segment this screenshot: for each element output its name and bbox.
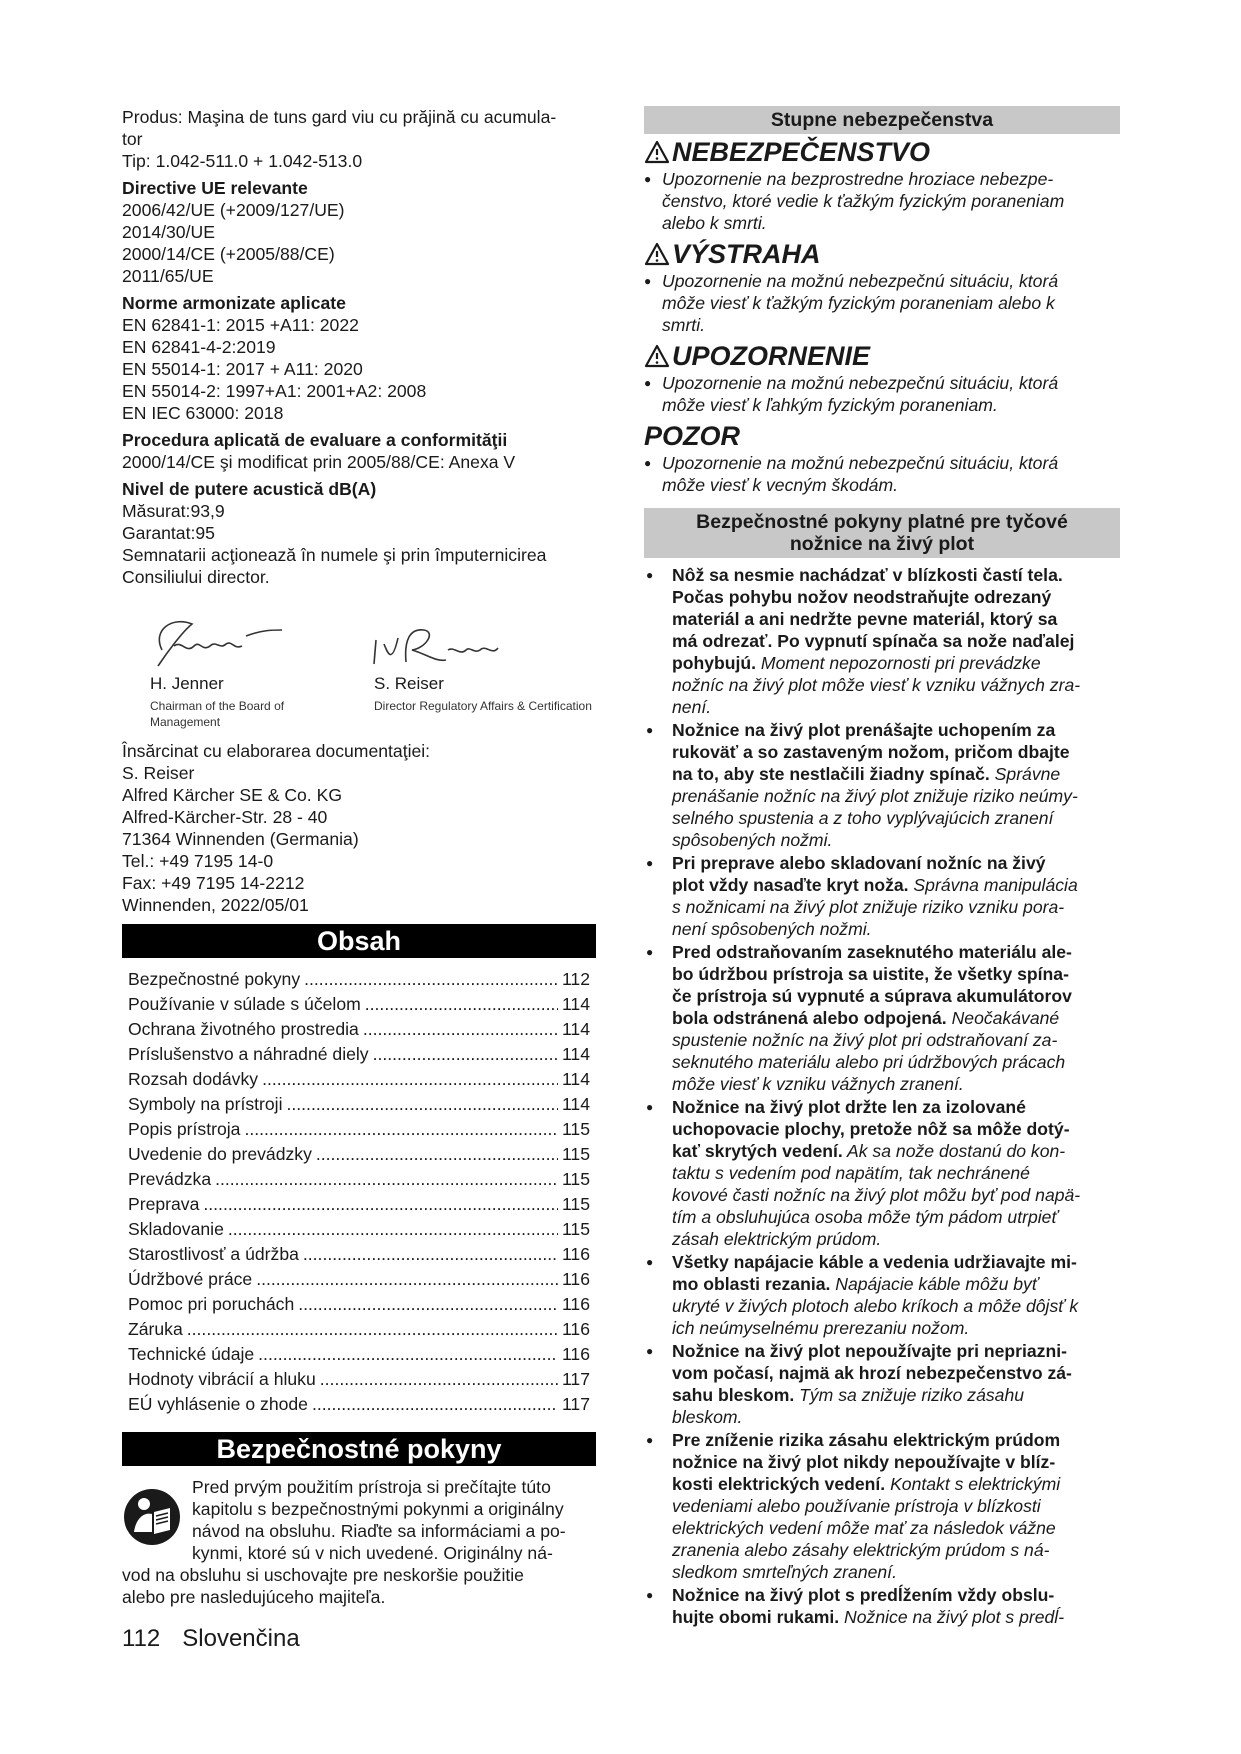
norm-item: EN IEC 63000: 2018 [122,403,284,423]
toc-leader [373,1043,558,1065]
signer-role: Director Regulatory Affairs & Certification [374,699,592,713]
toc-title: Záruka [128,1319,183,1339]
hazard-line: môže viesť k vecným škodám. [662,475,898,495]
toc-leader [316,1143,558,1165]
toc-title: Popis prístroja [128,1119,241,1139]
toc-entry[interactable] [122,1043,596,1068]
signature-reiser-scribble [346,610,546,672]
toc-leader [262,1068,558,1090]
page-number: 112 [122,1625,161,1652]
hedge-safety-heading [644,508,1120,558]
bullet-italic-line: elektrických vedení môže mať za následok vážne [672,1518,1056,1538]
toc-title: Starostlivosť a údržba [128,1244,299,1264]
toc-entry[interactable] [122,1343,596,1368]
left-column [122,106,596,1608]
toc-entry[interactable] [122,1293,596,1318]
toc-page: 116 [561,1294,590,1314]
toc-leader [215,1168,558,1190]
norms-heading: Norme armonizate aplicate [122,293,346,313]
bullet-italic-text: Tým sa znižuje riziko zásahu [794,1385,1025,1405]
bullet-bold-line: Nôž sa nesmie nachádzať v blízkosti častí tela. [672,565,1063,585]
procedure-heading: Procedura aplicată de evaluare a conformităţii [122,430,508,450]
toc-leader [298,1293,558,1315]
intro-line: Pred prvým použitím prístroja si prečítajte túto [192,1477,551,1497]
norm-item: EN 55014-2: 1997+A1: 2001+A2: 2008 [122,381,427,401]
safety-bullet [644,719,1120,851]
right-column [644,106,1120,1629]
bullet-dot: ● [646,1588,654,1602]
hazard-line: môže viesť k ľahkým fyzickým poraneniam. [662,395,998,415]
bullet-italic-line: bleskom. [672,1407,743,1427]
toc-title: Skladovanie [128,1219,224,1239]
bullet-dot: ● [646,1433,654,1447]
hedge-heading-line: Bezpečnostné pokyny platné pre tyčové [696,511,1068,533]
hazard-level [644,420,1120,496]
toc-title: Príslušenstvo a náhradné diely [128,1044,369,1064]
hazard-level [644,136,1120,234]
bullet-bold-line: bo údržbou prístroja sa uistite, že všetky spína- [672,964,1069,984]
bullet-bold-text: kať skrytých vedení. [672,1141,843,1161]
toc-leader [304,968,558,990]
hazard-line: ● Upozornenie na možnú nebezpečnú situáciu, ktorá [662,373,1059,393]
toc-title: Hodnoty vibrácií a hluku [128,1369,316,1389]
safety-bullet [644,1096,1120,1250]
bullet-dot: ● [646,856,654,870]
bullet-italic-line: ich neúmyselnému prerezaniu nožom. [672,1318,970,1338]
bullet-italic-line: sledkom smrteľných zranení. [672,1562,897,1582]
procedure-text: 2000/14/CE şi modificat prin 2005/88/CE: Anexa V [122,452,516,472]
doc-line: S. Reiser [122,763,195,783]
bullet-italic-line: není. [672,697,712,717]
toc-page: 115 [561,1169,590,1189]
safety-bullet [644,1584,1120,1628]
product-line-cont: tor [122,129,143,149]
bullet-bold-line: vom počasí, najmä ak hrozí nebezpečenstvo zá- [672,1363,1072,1383]
toc-page: 117 [561,1369,590,1389]
bullet-bold-line: Nožnice na živý plot nepoužívajte pri nepriazni- [672,1341,1067,1361]
intro-line: návod na obsluhu. Riaďte sa informáciami a po- [192,1521,566,1541]
sound-guaranteed: Garantat:95 [122,523,215,543]
bullet-italic-line: kovové časti nožníc na živý plot môžu byť pod napä- [672,1185,1081,1205]
bullet-italic-text: Správne [989,764,1061,784]
bullet-bold-line: Pred odstraňovaním zaseknutého materiálu ale- [672,942,1072,962]
directive-item: 2014/30/UE [122,222,215,242]
toc-entry[interactable] [122,1193,596,1218]
signature-reiser [346,610,596,714]
bullet-italic-line: není spôsobených nožmi. [672,919,872,939]
hazard-title [644,420,1120,452]
bullet-italic-line: spustenie nožníc na živý plot pri odstraňovaní za- [672,1030,1058,1050]
toc-leader [187,1318,558,1340]
doc-line: Însărcinat cu elaborarea documentaţiei: [122,741,431,761]
hazard-description [644,168,1120,234]
toc-title: EÚ vyhlásenie o zhode [128,1394,308,1414]
bullet-italic-line: s nožnicami na živý plot znižuje riziko vzniku pora- [672,897,1065,917]
doc-line: Alfred-Kärcher-Str. 28 - 40 [122,807,328,827]
bullet-bold-line: materiál a ani nedržte pevne materiál, ktorý sa [672,609,1058,629]
hazard-level [644,340,1120,416]
bullet-italic-text: Neočakávané [946,1008,1060,1028]
page-footer [122,1624,300,1654]
hazard-title-text: POZOR [644,421,741,451]
hazard-title [644,136,1120,168]
directive-item: 2000/14/CE (+2005/88/CE) [122,244,335,264]
bullet-dot: ● [646,568,654,582]
toc-leader [312,1393,558,1415]
bullet-italic-line: selného spustenia a z toho vyplývajúcich zranení [672,808,1054,828]
toc-title: Technické údaje [128,1344,255,1364]
doc-line: Tel.: +49 7195 14-0 [122,851,274,871]
bullet-bold-line: če prístroja sú vypnuté a súprava akumulátorov [672,986,1072,1006]
toc-leader [228,1218,558,1240]
hazard-title [644,340,1120,372]
bullet-dot: ● [646,1255,654,1269]
bullet-italic-line: vedeniami alebo používanie prístroja v blízkosti [672,1496,1041,1516]
toc-title: Používanie v súlade s účelom [128,994,361,1014]
signer-name: S. Reiser [374,674,444,693]
hazard-description [644,452,1120,496]
warning-triangle-icon [644,344,670,368]
toc-page: 114 [561,994,590,1014]
intro-line: alebo pre nasledujúceho majiteľa. [122,1587,386,1607]
directives-heading: Directive UE relevante [122,178,308,198]
bullet-bold-line: Počas pohybu nožov neodstraňujte odrezaný [672,587,1052,607]
language-label: Slovenčina [182,1625,300,1652]
toc-page: 114 [561,1094,590,1114]
toc-page: 114 [561,1044,590,1064]
toc-entry[interactable] [122,968,596,993]
hazard-description [644,270,1120,336]
bullet-italic-text: Moment nepozornosti pri prevádzke [756,653,1041,673]
toc-leader [256,1268,558,1290]
toc-title: Symboly na prístroji [128,1094,283,1114]
bullet-italic-line: seknutého materiálu alebo pri údržbových prácach [672,1052,1066,1072]
warning-triangle-icon [644,140,670,164]
toc-entry[interactable] [122,1268,596,1293]
toc-title: Bezpečnostné pokyny [128,969,301,989]
bullet-italic-line: tím a obsluhujúca osoba môže tým pádom utrpieť [672,1207,1058,1227]
safety-bullet [644,852,1120,940]
toc-entry[interactable] [122,1368,596,1393]
toc-title: Prevádzka [128,1169,212,1189]
hazard-title-text: VÝSTRAHA [672,239,821,269]
bullet-bold-line: má odrezať. Po vypnutí spínača sa nože naďalej [672,631,1075,651]
toc-entry[interactable] [122,1018,596,1043]
doc-line: Fax: +49 7195 14-2212 [122,873,305,893]
bullet-italic-line: zásah elektrickým prúdom. [672,1229,882,1249]
product-line: Produs: Maşina de tuns gard viu cu prăjină cu acumula- [122,107,557,127]
toc-entry[interactable] [122,1143,596,1168]
signatories-text-cont: Consiliului director. [122,567,270,587]
bullet-bold-text: sahu bleskom. [672,1385,795,1405]
bullet-italic-line: môže viesť k vzniku vážnych zranení. [672,1074,964,1094]
toc-leader [365,993,558,1015]
hedge-heading-line: nožnice na živý plot [789,533,975,555]
bullet-bold-text: kosti elektrických vedení. [672,1474,886,1494]
intro-line: kapitolu s bezpečnostnými pokynmi a originálny [192,1499,564,1519]
safety-bullet [644,1251,1120,1339]
bullet-bold-text: mo oblasti rezania. [672,1274,831,1294]
bullet-italic-line: ukryté v živých plotoch alebo kríkoch a môže dôjsť k [672,1296,1079,1316]
bullet-dot: ● [646,945,654,959]
bullet-italic-line: spôsobených nožmi. [672,830,833,850]
bullet-italic-line: nožníc na živý plot môže viesť k vzniku vážnych zra- [672,675,1081,695]
toc-page: 114 [561,1069,590,1089]
toc-page: 115 [561,1144,590,1164]
toc-leader [287,1093,558,1115]
hazard-line: môže viesť k ťažkým fyzickým poraneniam alebo k [662,293,1055,313]
bullet-bold-line: uchopovacie plochy, pretože nôž sa môže dotý- [672,1119,1070,1139]
signatures [122,610,596,740]
intro-line: vod na obsluhu si uschovajte pre neskoršie použitie [122,1565,524,1585]
toc-entry[interactable] [122,1218,596,1243]
toc-page: 116 [561,1269,590,1289]
safety-bullet [644,1429,1120,1583]
toc-entry[interactable] [122,1243,596,1268]
signatories-text: Semnatarii acţionează în numele şi prin împuternicirea [122,545,547,565]
directive-item: 2011/65/UE [122,266,214,286]
toc-page: 115 [561,1219,590,1239]
signer-name: H. Jenner [150,674,224,693]
toc-page: 112 [561,969,590,989]
bullet-bold-line: Nožnice na živý plot s predĺžením vždy obslu- [672,1585,1055,1605]
bullet-bold-text: plot vždy nasaďte kryt noža. [672,875,909,895]
bullet-italic-text: Správna manipulácia [908,875,1078,895]
doc-line: 71364 Winnenden (Germania) [122,829,359,849]
read-manual-icon [122,1484,182,1550]
toc-entry[interactable] [122,1393,596,1418]
safety-intro [122,1476,596,1608]
bullet-italic-line: prenášanie nožníc na živý plot znižuje riziko neúmy- [672,786,1078,806]
bullet-italic-text: Nožnice na živý plot s predĺ- [839,1607,1065,1627]
bullet-bold-text: na to, aby ste nestlačili žiadny spínač. [672,764,990,784]
bullet-bold-line: rukoväť a so zastaveným nožom, pričom dbajte [672,742,1070,762]
bullet-bold-line: Všetky napájacie káble a vedenia udržiavajte mi- [672,1252,1077,1272]
hazard-description [644,372,1120,416]
hazard-line: alebo k smrti. [662,213,767,233]
toc-page: 116 [561,1344,590,1364]
safety-bullet [644,564,1120,718]
sound-heading: Nivel de putere acustică dB(A) [122,479,377,499]
toc-page: 116 [561,1244,590,1264]
toc-leader [203,1193,558,1215]
signer-role: Chairman of the Board of Management [150,699,285,729]
toc-list [122,968,596,1418]
hazard-line: smrti. [662,315,705,335]
safety-heading: Bezpečnostné pokyny [122,1432,596,1466]
toc-title: Údržbové práce [128,1269,253,1289]
toc-page: 116 [561,1319,590,1339]
toc-entry[interactable] [122,1068,596,1093]
hazard-title [644,238,1120,270]
bullet-italic-text: Ak sa nože dostanú do kon- [842,1141,1066,1161]
hazard-level [644,238,1120,336]
toc-leader [363,1018,558,1040]
hazard-line: ● Upozornenie na možnú nebezpečnú situáciu, ktorá [662,453,1059,473]
bullet-bold-line: nožnice na živý plot nikdy nepoužívajte v blíz- [672,1452,1056,1472]
signature-jenner-scribble [122,610,302,672]
product-type: Tip: 1.042-511.0 + 1.042-513.0 [122,151,363,171]
bullet-dot: ● [646,1100,654,1114]
bullet-bold-text: pohybujú. [672,653,757,673]
toc-page: 115 [561,1194,590,1214]
bullet-bold-line: Nožnice na živý plot prenášajte uchopením za [672,720,1056,740]
bullet-italic-text: Napájacie káble môžu byť [830,1274,1039,1294]
bullet-italic-line: zranenia alebo zásahy elektrickým prúdom s ná- [672,1540,1050,1560]
bullet-italic-line: taktu s vedením pod napätím, tak nechránené [672,1163,1030,1183]
signature-jenner [122,610,342,730]
directive-item: 2006/42/UE (+2009/127/UE) [122,200,345,220]
toc-entry[interactable] [122,1093,596,1118]
hazard-line: čenstvo, ktoré vedie k ťažkým fyzickým poraneniam [662,191,1065,211]
norm-item: EN 62841-1: 2015 +A11: 2022 [122,315,359,335]
safety-bullet [644,1340,1120,1428]
bullet-dot: ● [646,723,654,737]
hazard-line: ● Upozornenie na možnú nebezpečnú situáciu, ktorá [662,271,1059,291]
toc-entry[interactable] [122,993,596,1018]
toc-page: 115 [561,1119,590,1139]
toc-leader [303,1243,558,1265]
hazard-title-text: UPOZORNENIE [672,341,871,371]
toc-title: Preprava [128,1194,200,1214]
norm-item: EN 62841-4-2:2019 [122,337,276,357]
toc-entry[interactable] [122,1118,596,1143]
sound-measured: Măsurat:93,9 [122,501,225,521]
toc-title: Uvedenie do prevádzky [128,1144,312,1164]
hazard-levels-heading: Stupne nebezpečenstva [644,106,1120,134]
toc-title: Rozsah dodávky [128,1069,259,1089]
doc-line: Alfred Kärcher SE & Co. KG [122,785,343,805]
intro-line: kynmi, ktoré sú v nich uvedené. Originálny ná- [192,1543,553,1563]
toc-leader [244,1118,557,1140]
toc-page: 114 [561,1019,590,1039]
toc-heading: Obsah [122,924,596,958]
safety-bullet [644,941,1120,1095]
toc-page: 117 [561,1394,590,1414]
hazard-title-text: NEBEZPEČENSTVO [672,137,931,167]
toc-title: Pomoc pri poruchách [128,1294,295,1314]
bullet-bold-line: Pri preprave alebo skladovaní nožníc na živý [672,853,1046,873]
toc-leader [258,1343,558,1365]
warning-triangle-icon [644,242,670,266]
toc-entry[interactable] [122,1318,596,1343]
bullet-bold-text: bola odstránená alebo odpojená. [672,1008,947,1028]
bullet-italic-text: Kontakt s elektrickými [885,1474,1061,1494]
norm-item: EN 55014-1: 2017 + A11: 2020 [122,359,363,379]
bullet-bold-line: Nožnice na živý plot držte len za izolované [672,1097,1026,1117]
bullet-dot: ● [646,1344,654,1358]
toc-leader [320,1368,558,1390]
bullet-bold-text: hujte obomi rukami. [672,1607,840,1627]
toc-title: Ochrana životného prostredia [128,1019,359,1039]
toc-entry[interactable] [122,1168,596,1193]
hazard-line: ● Upozornenie na bezprostredne hroziace nebezpe- [662,169,1054,189]
doc-line: Winnenden, 2022/05/01 [122,895,309,915]
bullet-bold-line: Pre zníženie rizika zásahu elektrickým prúdom [672,1430,1061,1450]
